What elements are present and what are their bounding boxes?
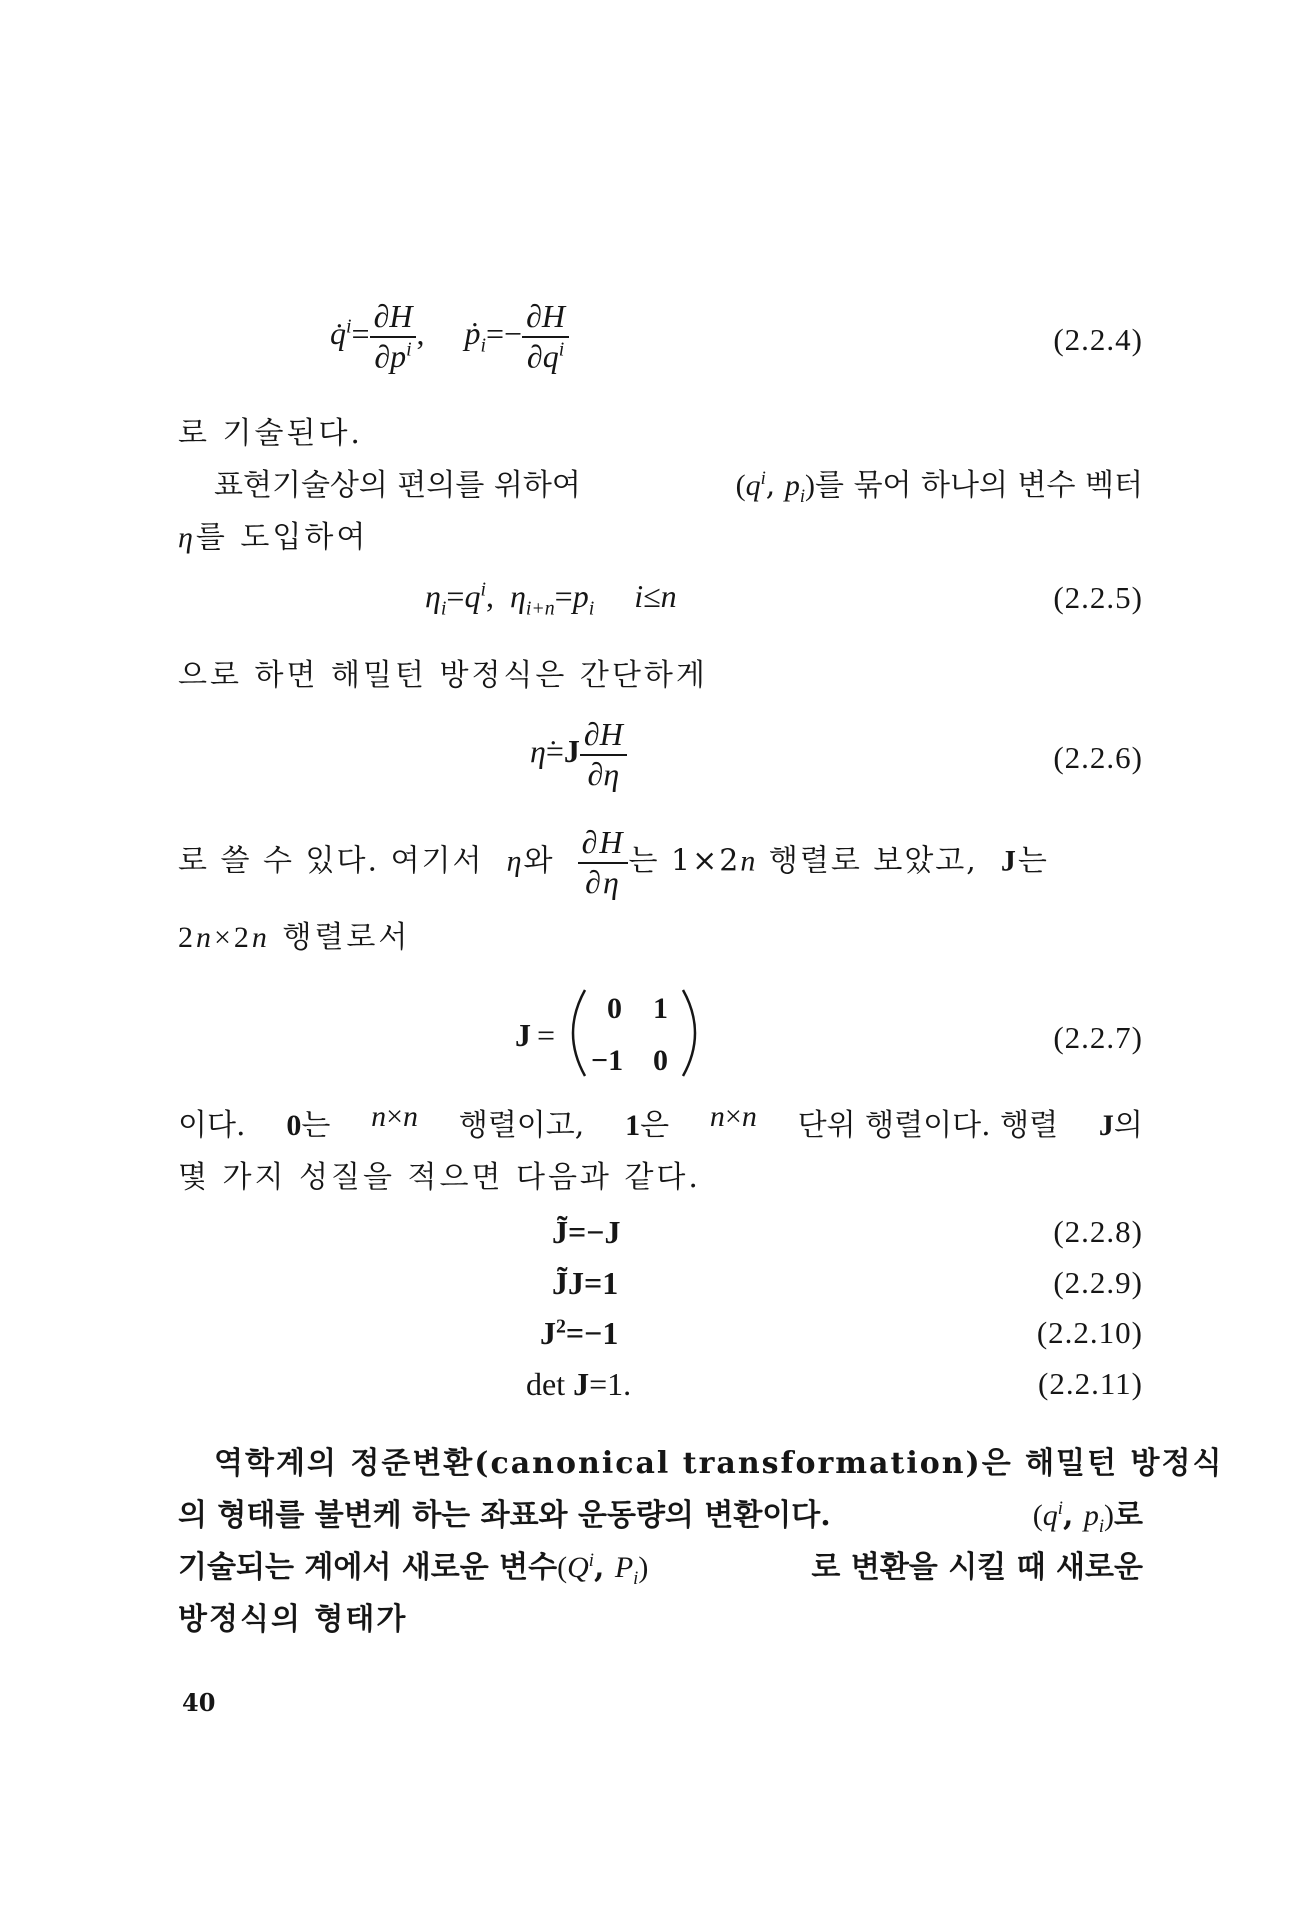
matrix-J [515, 978, 715, 1088]
text-fragment: 는 1×2 [628, 843, 741, 879]
text-fragment: 로 쓸 수 있다. 여기서 [178, 843, 484, 879]
text-fragment: 를 묶어 하나의 변수 벡터 [815, 468, 1143, 503]
text-line [178, 1542, 1143, 1590]
text-fragment: 이다. [178, 1108, 246, 1143]
text-fragment: 를 도입하여 [195, 520, 369, 555]
text-line: 2n×2n 행렬로서 [178, 920, 411, 955]
text-fragment: 기술되는 계에서 새로운 변수 [178, 1550, 558, 1585]
text-line [178, 460, 1143, 508]
equation-body: J̃=−J [552, 1214, 621, 1250]
equation-2-2-5-body: $\eta_i=q^i$, $\eta_{i+n}=p_i$ i≤n [425, 578, 677, 620]
math-fragment: 기술되는 계에서 새로운 변수($Q^i$, $P_i$) [178, 1550, 649, 1589]
text-fragment: 는 [1017, 843, 1049, 879]
equation-2-2-4-body: q̇$^i$= $\frac{\partial H}{\partial p^i}$ , ṗ$_i$=− $\frac{\partial H}{\partial q^i}$ [330, 300, 569, 374]
math-fragment: ($q^i$, $p_i$)를 묶어 하나의 변수 벡터 [735, 468, 1143, 507]
equation-number: (2.2.9) [1053, 1265, 1143, 1300]
svg-text:0: 0 [607, 992, 622, 1025]
equation-body: det J=1. [526, 1366, 632, 1402]
svg-text:−1: −1 [591, 1044, 624, 1077]
equation-body: J̃J=1 [552, 1265, 619, 1301]
page-number: 40 [182, 1688, 216, 1717]
svg-text:0: 0 [653, 1044, 668, 1077]
text-line [178, 1490, 1143, 1538]
svg-text:=: = [537, 1017, 556, 1053]
text-fragment: 행렬로 보았고, [768, 843, 978, 879]
equation-number: (2.2.11) [1038, 1366, 1143, 1401]
text-fragment: 의 [1113, 1108, 1143, 1143]
equation-number: (2.2.10) [1036, 1315, 1143, 1350]
equation-number: (2.2.5) [1053, 580, 1143, 615]
equation-number: (2.2.4) [1053, 322, 1143, 357]
text-line: 로 쓸 수 있다. 여기서 η와 $\frac{\partial H}{\partial\eta}$ 는 1×2n 행렬로 보았고, J는 [178, 824, 1049, 900]
text-fragment: 와 [523, 843, 555, 879]
svg-text:J: J [515, 1017, 531, 1053]
text-fragment: 은 [640, 1108, 670, 1143]
text-fragment: 는 [301, 1108, 331, 1143]
text-fragment: 단위 행렬이다. 행렬 [797, 1108, 1059, 1143]
text-line: 방정식의 형태가 [178, 1602, 408, 1637]
text-fragment: 행렬이고, [458, 1108, 585, 1143]
math-fragment: ($q^i$, $p_i$)로 [1032, 1498, 1143, 1537]
text-fragment: 로 변환을 시킬 때 새로운 [811, 1550, 1143, 1585]
text-line: 로 기술된다. [178, 416, 363, 451]
equation-2-2-6-body: η̇=J $\frac{\partial H}{\partial\eta}$ [530, 718, 627, 791]
text-line: 몇 가지 성질을 적으면 다음과 같다. [178, 1160, 701, 1195]
equation-body: $J^2=-1$ [540, 1315, 619, 1351]
text-line: η를 도입하여 [178, 520, 369, 555]
equation-number: (2.2.6) [1053, 740, 1143, 775]
text-line: 역학계의 정준변환(canonical transformation)은 해밀턴 방정식 [214, 1446, 1224, 1481]
text-fragment: 행렬로서 [282, 920, 411, 955]
text-fragment: 로 [1114, 1498, 1143, 1533]
text-fragment: 표현기술상의 편의를 위하여 [214, 468, 581, 503]
equation-number: (2.2.8) [1053, 1214, 1143, 1249]
equation-number: (2.2.7) [1053, 1020, 1143, 1055]
text-fragment: 의 형태를 불변케 하는 좌표와 운동량의 변환이다. [178, 1498, 831, 1533]
svg-text:1: 1 [653, 992, 668, 1025]
text-line: 으로 하면 해밀턴 방정식은 간단하게 [178, 658, 708, 693]
text-line: 이다. 0는 n×n 행렬이고, 1은 n×n 단위 행렬이다. 행렬 J의 [178, 1100, 1143, 1143]
